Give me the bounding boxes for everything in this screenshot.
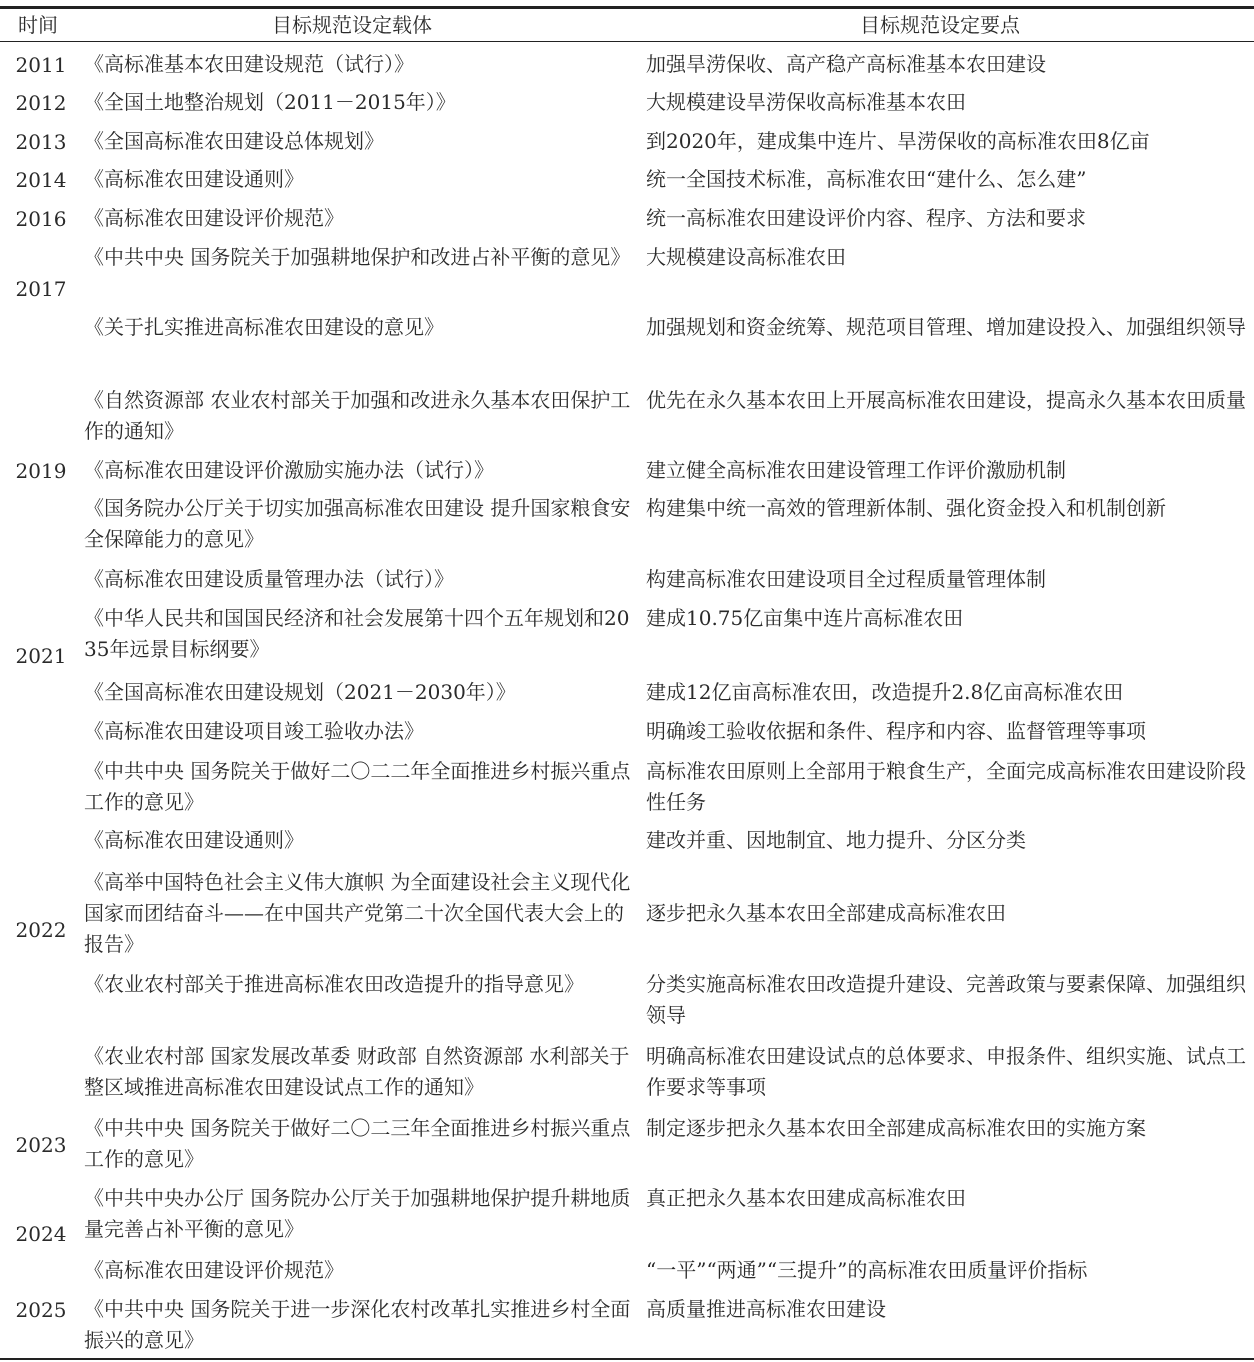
doc-cell xyxy=(84,1255,640,1286)
point-cell xyxy=(646,603,1252,634)
point-cell xyxy=(646,1113,1252,1144)
header-doc: 目标规范设定载体 xyxy=(272,13,432,37)
point-text: 统一高标准农田建设评价内容、程序、方法和要求 xyxy=(646,206,1086,230)
point-cell xyxy=(646,385,1252,416)
point-cell xyxy=(646,455,1252,486)
point-text: 优先在永久基本农田上开展高标准农田建设，提高永久基本农田质量 xyxy=(646,388,1246,412)
point-cell xyxy=(646,677,1252,708)
doc-text: 《中共中央办公厅 国务院办公厅关于加强耕地保护提升耕地质量完善占补平衡的意见》 xyxy=(84,1186,631,1241)
table-header-rule xyxy=(0,41,1254,42)
point-cell xyxy=(646,87,1252,118)
point-cell xyxy=(646,969,1252,1031)
table-bottom-rule xyxy=(0,1358,1254,1360)
point-text: “一平”“两通”“三提升”的高标准农田质量评价指标 xyxy=(646,1258,1088,1282)
doc-cell xyxy=(84,49,640,80)
year-cell: 2021 xyxy=(15,644,67,668)
doc-text: 《全国高标准农田建设规划（2021－2030年）》 xyxy=(84,680,516,704)
doc-cell xyxy=(84,1183,640,1245)
point-text: 明确高标准农田建设试点的总体要求、申报条件、组织实施、试点工作要求等事项 xyxy=(646,1044,1246,1099)
doc-cell xyxy=(84,385,640,447)
doc-cell xyxy=(84,242,640,273)
doc-cell xyxy=(84,867,640,960)
point-text: 到2020年，建成集中连片、旱涝保收的高标准农田8亿亩 xyxy=(646,129,1150,153)
doc-cell xyxy=(84,164,640,195)
doc-text: 《农业农村部关于推进高标准农田改造提升的指导意见》 xyxy=(84,972,584,996)
doc-cell xyxy=(84,716,640,747)
point-text: 建成10.75亿亩集中连片高标准农田 xyxy=(646,606,964,630)
doc-text: 《高标准基本农田建设规范（试行）》 xyxy=(84,52,414,76)
doc-text: 《高标准农田建设项目竣工验收办法》 xyxy=(84,719,424,743)
point-text: 建立健全高标准农田建设管理工作评价激励机制 xyxy=(646,458,1066,482)
point-text: 建成12亿亩高标准农田，改造提升2.8亿亩高标准农田 xyxy=(646,680,1124,704)
year-cell: 2025 xyxy=(15,1298,67,1322)
point-text: 建改并重、因地制宜、地力提升、分区分类 xyxy=(646,828,1026,852)
year-cell: 2022 xyxy=(15,918,67,942)
doc-text: 《高标准农田建设评价规范》 xyxy=(84,1258,344,1282)
point-text: 大规模建设高标准农田 xyxy=(646,245,846,269)
doc-cell xyxy=(84,312,640,343)
point-cell xyxy=(646,49,1252,80)
point-text: 加强规划和资金统筹、规范项目管理、增加建设投入、加强组织领导 xyxy=(646,315,1246,339)
doc-cell xyxy=(84,825,640,856)
point-cell xyxy=(646,716,1252,747)
year-cell: 2019 xyxy=(15,459,67,483)
point-text: 明确竣工验收依据和条件、程序和内容、监督管理等事项 xyxy=(646,719,1146,743)
doc-text: 《中共中央 国务院关于做好二〇二三年全面推进乡村振兴重点工作的意见》 xyxy=(84,1116,631,1171)
doc-text: 《高标准农田建设质量管理办法（试行）》 xyxy=(84,567,454,591)
point-cell xyxy=(646,203,1252,234)
doc-text: 《国务院办公厅关于切实加强高标准农田建设 提升国家粮食安全保障能力的意见》 xyxy=(84,496,631,551)
doc-cell xyxy=(84,1041,640,1103)
point-text: 加强旱涝保收、高产稳产高标准基本农田建设 xyxy=(646,52,1046,76)
doc-text: 《高标准农田建设通则》 xyxy=(84,167,304,191)
doc-text: 《中华人民共和国国民经济和社会发展第十四个五年规划和2035年远景目标纲要》 xyxy=(84,606,630,661)
year-cell: 2016 xyxy=(15,207,67,231)
doc-text: 《高举中国特色社会主义伟大旗帜 为全面建设社会主义现代化国家而团结奋斗——在中国共产党第二十次全国代表大会上的报告》 xyxy=(84,870,631,956)
table-top-rule xyxy=(0,6,1254,9)
point-cell xyxy=(646,312,1252,343)
doc-cell xyxy=(84,87,640,118)
doc-cell xyxy=(84,493,640,555)
doc-text: 《中共中央 国务院关于加强耕地保护和改进占补平衡的意见》 xyxy=(84,245,631,269)
doc-cell xyxy=(84,1294,640,1356)
point-text: 逐步把永久基本农田全部建成高标准农田 xyxy=(646,901,1006,925)
point-text: 制定逐步把永久基本农田全部建成高标准农田的实施方案 xyxy=(646,1116,1146,1140)
doc-cell xyxy=(84,677,640,708)
point-text: 高标准农田原则上全部用于粮食生产，全面完成高标准农田建设阶段性任务 xyxy=(646,759,1246,814)
point-cell xyxy=(646,242,1252,273)
point-cell xyxy=(646,1294,1252,1325)
point-text: 构建高标准农田建设项目全过程质量管理体制 xyxy=(646,567,1046,591)
point-cell xyxy=(646,898,1252,929)
doc-text: 《高标准农田建设评价激励实施办法（试行）》 xyxy=(84,458,494,482)
point-cell xyxy=(646,164,1252,195)
doc-text: 《全国高标准农田建设总体规划》 xyxy=(84,129,384,153)
year-cell: 2023 xyxy=(15,1133,67,1157)
point-cell xyxy=(646,756,1252,818)
doc-cell xyxy=(84,564,640,595)
doc-text: 《中共中央 国务院关于做好二〇二二年全面推进乡村振兴重点工作的意见》 xyxy=(84,759,631,814)
doc-cell xyxy=(84,1113,640,1175)
year-cell: 2011 xyxy=(15,53,67,77)
doc-cell xyxy=(84,203,640,234)
point-text: 大规模建设旱涝保收高标准基本农田 xyxy=(646,90,966,114)
header-time: 时间 xyxy=(18,13,58,37)
point-cell xyxy=(646,564,1252,595)
doc-cell xyxy=(84,603,640,665)
point-text: 统一全国技术标准，高标准农田“建什么、怎么建” xyxy=(646,167,1087,191)
doc-cell xyxy=(84,455,640,486)
doc-text: 《关于扎实推进高标准农田建设的意见》 xyxy=(84,315,444,339)
point-cell xyxy=(646,1255,1252,1286)
point-cell xyxy=(646,126,1252,157)
year-cell: 2014 xyxy=(15,168,67,192)
year-cell: 2017 xyxy=(15,277,67,301)
doc-text: 《中共中央 国务院关于进一步深化农村改革扎实推进乡村全面振兴的意见》 xyxy=(84,1297,631,1352)
year-cell: 2013 xyxy=(15,130,67,154)
point-text: 分类实施高标准农田改造提升建设、完善政策与要素保障、加强组织领导 xyxy=(646,972,1246,1027)
year-cell: 2012 xyxy=(15,91,67,115)
doc-text: 《高标准农田建设通则》 xyxy=(84,828,304,852)
point-cell xyxy=(646,825,1252,856)
doc-cell xyxy=(84,126,640,157)
point-text: 高质量推进高标准农田建设 xyxy=(646,1297,886,1321)
doc-text: 《农业农村部 国家发展改革委 财政部 自然资源部 水利部关于整区域推进高标准农田建设试点工作的通知》 xyxy=(84,1044,630,1099)
doc-cell xyxy=(84,756,640,818)
point-cell xyxy=(646,1183,1252,1214)
doc-text: 《高标准农田建设评价规范》 xyxy=(84,206,344,230)
doc-text: 《自然资源部 农业农村部关于加强和改进永久基本农田保护工作的通知》 xyxy=(84,388,631,443)
year-cell: 2024 xyxy=(15,1222,67,1246)
point-cell xyxy=(646,1041,1252,1103)
doc-text: 《全国土地整治规划（2011－2015年）》 xyxy=(84,90,456,114)
point-text: 构建集中统一高效的管理新体制、强化资金投入和机制创新 xyxy=(646,496,1166,520)
point-text: 真正把永久基本农田建成高标准农田 xyxy=(646,1186,966,1210)
point-cell xyxy=(646,493,1252,524)
header-point: 目标规范设定要点 xyxy=(860,13,1020,37)
doc-cell xyxy=(84,969,640,1000)
